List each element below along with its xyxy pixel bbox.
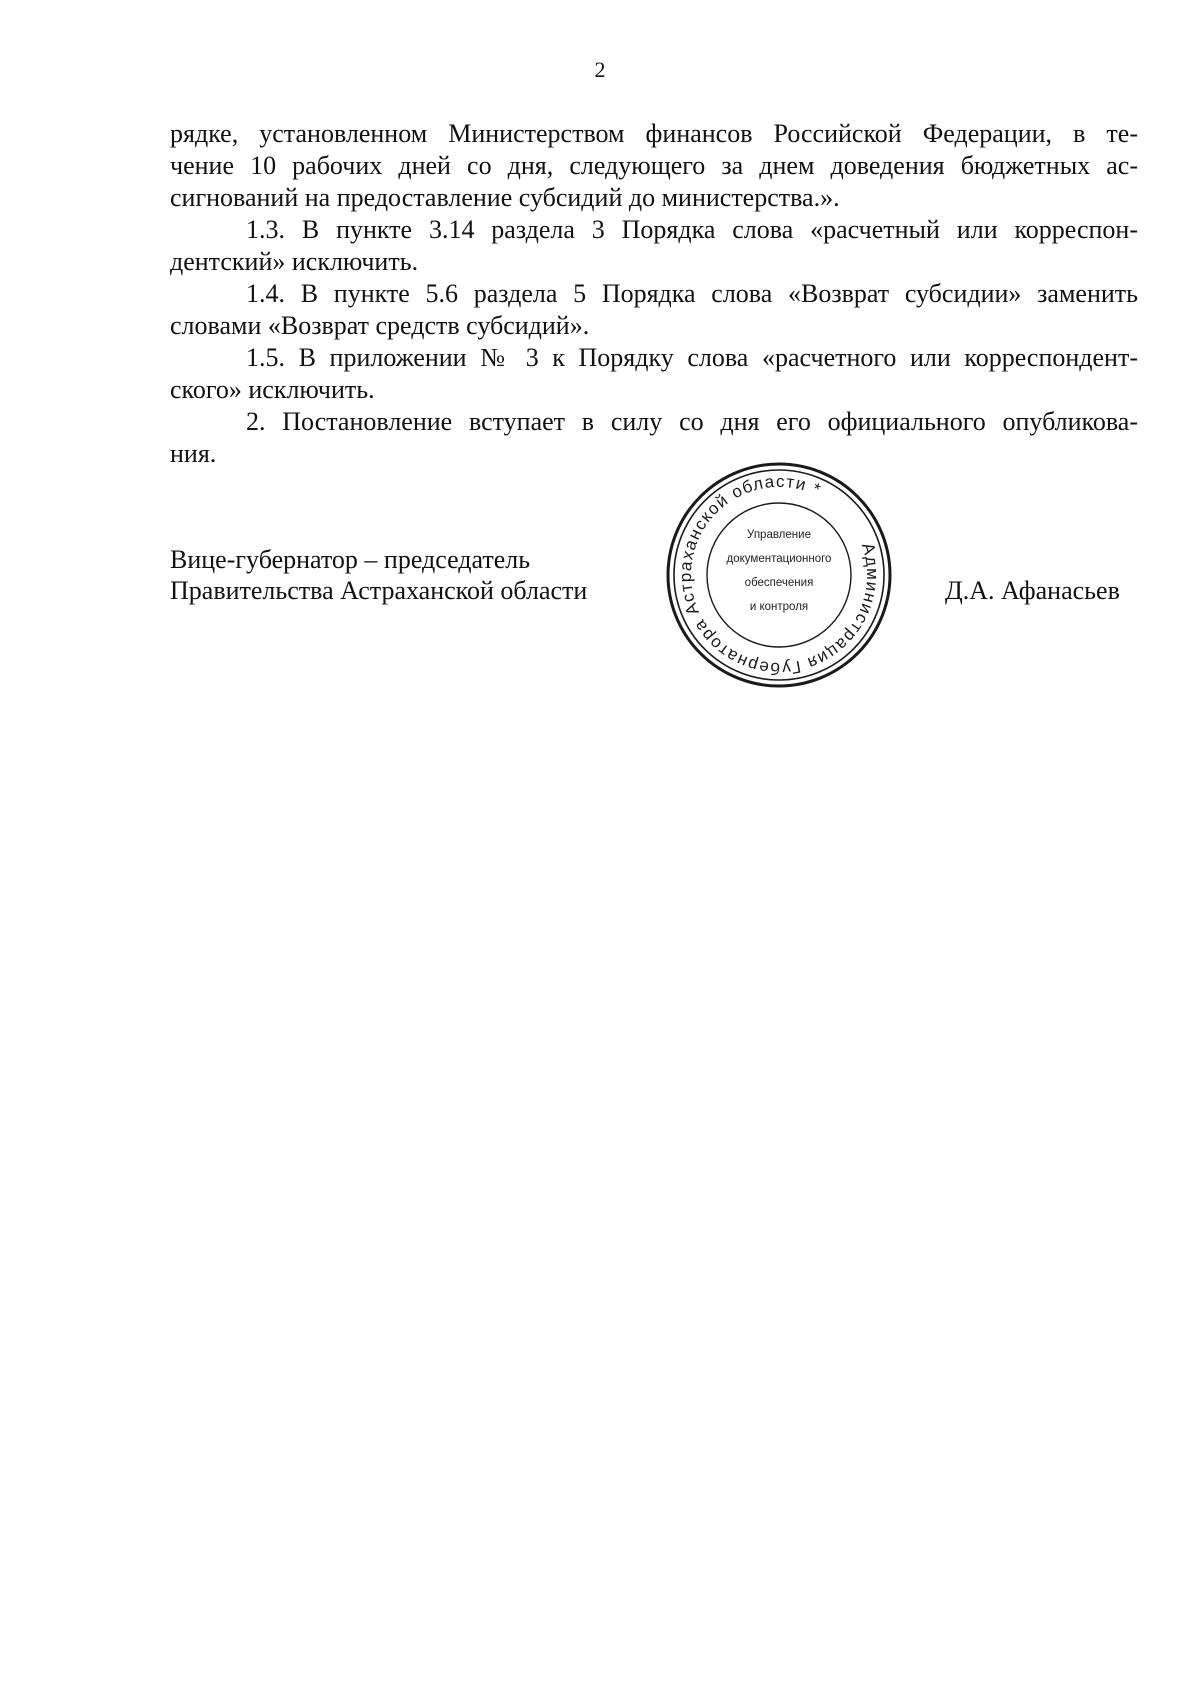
official-seal [664,460,894,690]
seal-inner-line: документационного [726,553,832,565]
text-line: ского» исключить. [170,375,375,404]
paragraph-1-5 [170,342,1138,406]
text-line: сигнований на предоставление субсидий до министерства.». [170,183,840,212]
paragraph-2 [170,406,1138,470]
page-number: 2 [594,57,606,82]
text-line: 1.4. В пункте 5.6 раздела 5 Порядка слова «Возврат субсидии» заменить [246,279,1138,308]
text-line: 1.3. В пункте 3.14 раздела 3 Порядка слова «расчетный или корреспон- [246,215,1138,244]
signatory-name: Д.А. Афанасьев [945,576,1120,605]
text-line: чение 10 рабочих дней со дня, следующего за днем доведения бюджетных ас- [170,151,1138,180]
seal-inner-text [714,523,844,619]
signatory-position-line: Правительства Астраханской области [170,576,588,605]
text-line: дентский» исключить. [170,247,419,276]
paragraph-1-3 [170,214,1138,278]
signatory-position-line: Вице-губернатор – председатель [170,545,531,574]
text-line: словами «Возврат средств субсидий». [170,311,590,340]
seal-inner-line: обеспечения [744,577,814,589]
seal-inner-line: Управление [747,529,811,541]
seal-ring-text-path: Администрация Губернатора Астраханской области * [675,471,883,679]
text-line: 1.5. В приложении № 3 к Порядку слова «расчетного или корреспондент- [246,343,1138,372]
paragraph-continuation [170,118,1138,214]
paragraph-1-4 [170,278,1138,342]
seal-inner-line: и контроля [749,601,809,613]
text-line: ния. [170,439,217,468]
signatory-position [170,544,587,606]
text-line: рядке, установленном Министерством финансов Российской Федерации, в те- [170,119,1138,148]
document-body [170,118,1138,470]
text-line: 2. Постановление вступает в силу со дня его официального опубликова- [246,407,1138,436]
